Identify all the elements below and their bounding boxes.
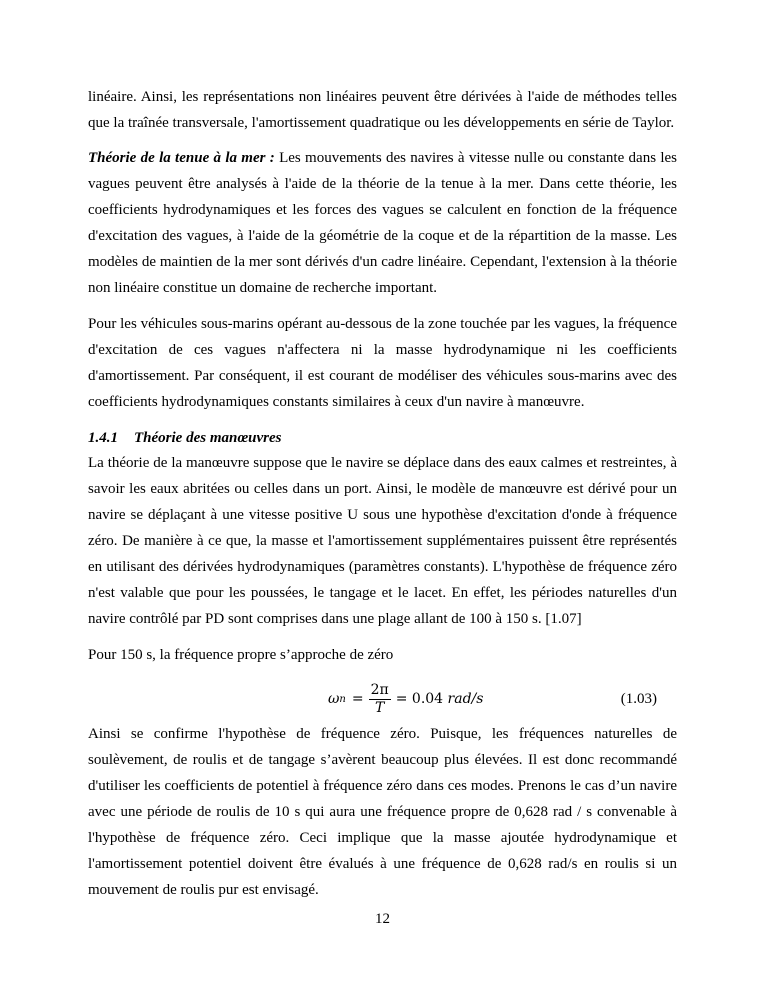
text-line: non linéaire constitue un domaine de recherche important. bbox=[88, 280, 438, 296]
section-number: 1.4.1 bbox=[88, 430, 118, 446]
text-line: en utilisant des dérivées hydrodynamiques (paramètres constants). L'hypothèse de fréquence zéro bbox=[88, 559, 677, 575]
equation-1-03 bbox=[88, 680, 677, 718]
text-line bbox=[88, 145, 677, 171]
text-line: navire se déplaçant à une vitesse positive U sous une hypothèse d'excitation d'onde à fréquence bbox=[88, 507, 677, 523]
equation-label: (1.03) bbox=[620, 691, 657, 707]
text-line: que la traînée transversale, l'amortissement quadratique ou les développements en série de Taylor. bbox=[88, 115, 675, 131]
section-heading bbox=[88, 425, 282, 451]
text-line: soulèvement, de roulis et de tangage s’avèrent beaucoup plus élevées. Il est donc recommandé bbox=[88, 752, 677, 768]
page-number: 12 bbox=[375, 911, 390, 927]
paragraph-4 bbox=[88, 450, 677, 632]
fraction-numerator: 2π bbox=[370, 681, 389, 698]
text-line: Ainsi se confirme l'hypothèse de fréquence zéro. Puisque, les fréquences naturelles de bbox=[88, 726, 677, 742]
text-line: l'hypothèse de fréquence zéro. Ceci implique que la masse ajoutée hydrodynamique et bbox=[88, 830, 677, 846]
text-line: modèles de maintien de la mer sont dérivés d'un cadre linéaire. Cependant, l'extension à la théorie bbox=[88, 254, 677, 270]
text-line: avec une période de roulis de 10 s qui aura une fréquence propre de 0,628 rad / s convenable à bbox=[88, 804, 677, 820]
text-line: mouvement de roulis pur est envisagé. bbox=[88, 882, 319, 898]
omega-symbol: ω bbox=[328, 691, 340, 707]
text-line: n'est valable que pour les poussées, le tangage et le lacet. En effet, les périodes naturelles d'un bbox=[88, 585, 677, 601]
equation-value: 0.04 bbox=[411, 691, 444, 707]
text-line: navire contrôlé par PD sont comprises dans une plage allant de 100 à 150 s. [1.07] bbox=[88, 611, 582, 627]
section-title: Théorie des manœuvres bbox=[134, 430, 282, 446]
paragraph-lead-title: Théorie de la tenue à la mer : bbox=[88, 150, 275, 166]
text-line: La théorie de la manœuvre suppose que le navire se déplace dans des eaux calmes et restreintes, à bbox=[88, 455, 677, 471]
equals-sign: = bbox=[351, 691, 364, 707]
text-line: vagues peuvent être analysés à l'aide de la théorie de la tenue à la mer. Dans cette théorie, les bbox=[88, 176, 677, 192]
paragraph-6 bbox=[88, 721, 677, 903]
paragraph-3 bbox=[88, 311, 677, 415]
text-line: savoir les eaux abritées ou celles dans un port. Ainsi, le modèle de manœuvre est dérivé pour un bbox=[88, 481, 677, 497]
equation-math bbox=[328, 680, 483, 718]
text-line: linéaire. Ainsi, les représentations non linéaires peuvent être dérivées à l'aide de méthodes telles bbox=[88, 89, 677, 105]
text-line: Pour les véhicules sous-marins opérant au-dessous de la zone touchée par les vagues, la fréquence bbox=[88, 316, 677, 332]
omega-subscript: n bbox=[339, 693, 346, 705]
text-line: d'amortissement. Par conséquent, il est courant de modéliser des véhicules sous-marins avec des bbox=[88, 368, 677, 384]
text-line: coefficients hydrodynamiques et les forces des vagues se calculent en fonction de la fréquence bbox=[88, 202, 677, 218]
paragraph-5 bbox=[88, 642, 677, 668]
paragraph-2 bbox=[88, 145, 677, 301]
text-line: d'excitation des vagues, à l'aide de la géométrie de la coque et de la répartition de la masse. Les bbox=[88, 228, 677, 244]
text-line: coefficients hydrodynamiques constants similaires à ceux d'un navire à manœuvre. bbox=[88, 394, 585, 410]
text-line: l'amortissement potentiel doivent être évalués à une fréquence de 0,628 rad/s en roulis si un bbox=[88, 856, 677, 872]
equals-sign-2: = bbox=[395, 691, 408, 707]
fraction bbox=[369, 682, 391, 717]
fraction-denominator: T bbox=[374, 699, 385, 716]
text-line: Pour 150 s, la fréquence propre s’approche de zéro bbox=[88, 647, 394, 663]
equation-unit: rad/s bbox=[447, 691, 484, 707]
text-line: d'excitation de ces vagues n'affectera ni la masse hydrodynamique ni les coefficients bbox=[88, 342, 677, 358]
paragraph-1 bbox=[88, 84, 677, 136]
text-line: zéro. De manière à ce que, la masse et l'amortissement supplémentaires puissent être représentés bbox=[88, 533, 677, 549]
text-line: d'utiliser les coefficients de potentiel à fréquence zéro dans ces modes. Prenons le cas d’un navire bbox=[88, 778, 677, 794]
line-text: Les mouvements des navires à vitesse nulle ou constante dans les bbox=[274, 150, 677, 166]
